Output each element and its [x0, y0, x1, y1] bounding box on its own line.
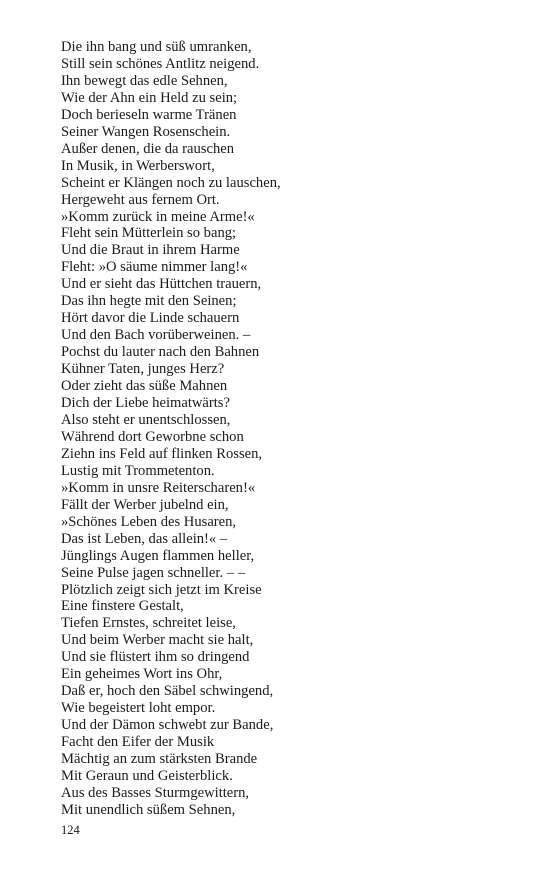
- poem-line: Dich der Liebe heimatwärts?: [61, 395, 230, 412]
- poem-line: Ziehn ins Feld auf flinken Rossen,: [61, 445, 263, 462]
- poem-line: Still sein schönes Antlitz neigend.: [61, 55, 260, 72]
- poem-line: Fällt der Werber jubelnd ein,: [61, 496, 229, 513]
- poem-line: Das ihn hegte mit den Seinen;: [61, 293, 237, 310]
- poem-line: Fleht: »O säume nimmer lang!«: [61, 259, 248, 276]
- poem-line: Und den Bach vorüberweinen. –: [61, 327, 251, 344]
- poem-line: Das ist Leben, das allein!« –: [61, 530, 228, 547]
- poem-line: »Komm zurück in meine Arme!«: [61, 208, 255, 225]
- poem-line: Fleht sein Mütterlein so bang;: [61, 225, 237, 242]
- poem-line: Wie begeistert loht empor.: [61, 700, 216, 717]
- poem-line: Kühner Taten, junges Herz?: [61, 361, 225, 378]
- poem-line: Und beim Werber macht sie halt,: [61, 632, 254, 649]
- poem-line: Ihn bewegt das edle Sehnen,: [61, 72, 228, 89]
- poem-line: Pochst du lauter nach den Bahnen: [61, 344, 260, 361]
- poem-line: Tiefen Ernstes, schreitet leise,: [61, 615, 236, 632]
- poem-line: Hergeweht aus fernem Ort.: [61, 191, 220, 208]
- poem-line: Hört davor die Linde schauern: [61, 310, 240, 327]
- poem-line: »Schönes Leben des Husaren,: [61, 513, 237, 530]
- poem-text: [61, 39, 521, 819]
- poem-line: Mit unendlich süßem Sehnen,: [61, 801, 236, 818]
- poem-line: Und der Dämon schwebt zur Bande,: [61, 717, 274, 734]
- poem-line: Aus des Basses Sturmgewittern,: [61, 784, 250, 801]
- poem-line: Doch berieseln warme Tränen: [61, 106, 237, 123]
- poem-line: Ein geheimes Wort ins Ohr,: [61, 666, 223, 683]
- poem-line: Facht den Eifer der Musik: [61, 734, 215, 751]
- poem-line: »Komm in unsre Reiterscharen!«: [61, 479, 256, 496]
- poem-line: Die ihn bang und süß umranken,: [61, 39, 252, 55]
- poem-line: Mächtig an zum stärksten Brande: [61, 751, 258, 768]
- poem-line: Scheint er Klängen noch zu lauschen,: [61, 174, 281, 191]
- poem-line: Jünglings Augen flammen heller,: [61, 547, 255, 564]
- poem-line: Also steht er unentschlossen,: [61, 411, 231, 428]
- poem-line: Lustig mit Trommetenton.: [61, 462, 215, 479]
- poem-line: In Musik, in Werberswort,: [61, 157, 215, 174]
- poem-line: Seiner Wangen Rosenschein.: [61, 123, 231, 140]
- poem-line: Und er sieht das Hüttchen trauern,: [61, 276, 262, 293]
- poem-line: Mit Geraun und Geisterblick.: [61, 767, 233, 784]
- poem-line: Daß er, hoch den Säbel schwingend,: [61, 683, 274, 700]
- page-number: 124: [61, 823, 80, 837]
- poem-line: Während dort Geworbne schon: [61, 428, 244, 445]
- poem-line: Eine finstere Gestalt,: [61, 598, 184, 615]
- poem-line: Seine Pulse jagen schneller. – –: [61, 564, 246, 581]
- poem-line: Außer denen, die da rauschen: [61, 140, 235, 157]
- poem-line: Und die Braut in ihrem Harme: [61, 242, 240, 259]
- poem-line: Wie der Ahn ein Held zu sein;: [61, 89, 238, 106]
- poem-line: Oder zieht das süße Mahnen: [61, 378, 228, 395]
- poem-line: Plötzlich zeigt sich jetzt im Kreise: [61, 581, 262, 598]
- poem-line: Und sie flüstert ihm so dringend: [61, 649, 250, 666]
